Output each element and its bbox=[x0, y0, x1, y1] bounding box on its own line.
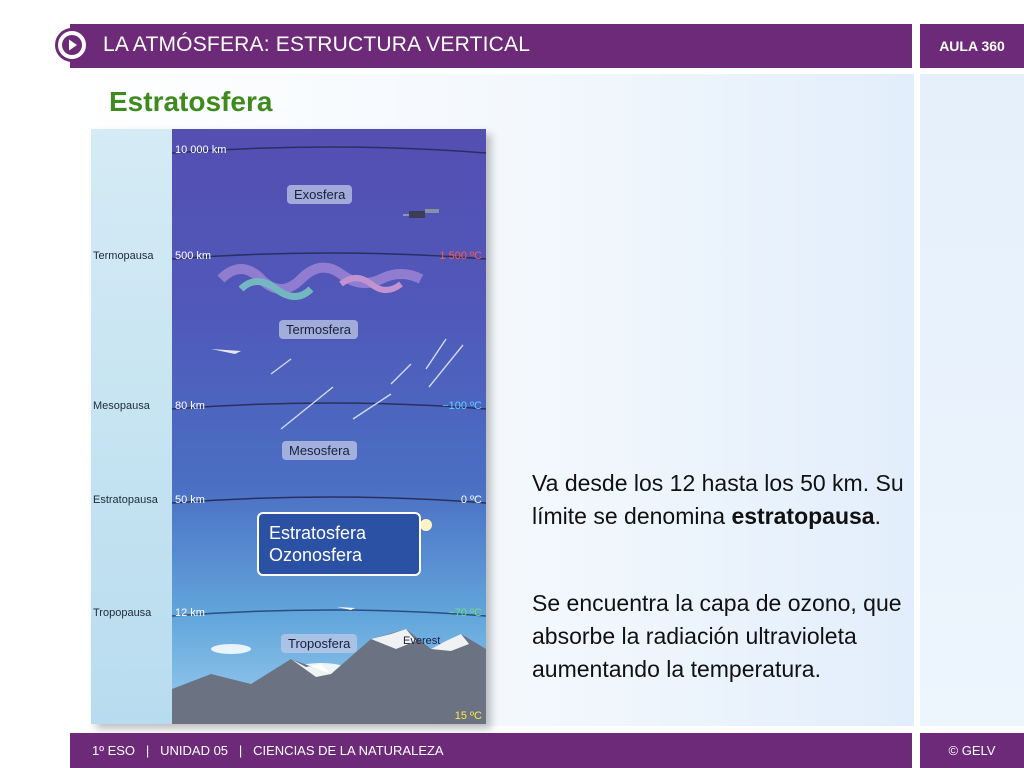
brand-label: AULA 360 bbox=[939, 38, 1005, 54]
play-triangle-icon bbox=[62, 35, 82, 55]
section-heading: Estratosfera bbox=[109, 86, 273, 117]
paragraph-1-end: . bbox=[874, 503, 881, 529]
play-icon[interactable] bbox=[55, 28, 89, 62]
altitude-label: 80 km bbox=[175, 400, 205, 412]
stratosphere-callout bbox=[257, 512, 421, 576]
paragraph-1-text: Va desde los 12 hasta los 50 km. Su límite se denomina bbox=[532, 470, 904, 529]
everest-label: Everest bbox=[403, 635, 441, 647]
boundary-line bbox=[172, 610, 486, 616]
boundary-line bbox=[172, 403, 486, 409]
aurora bbox=[221, 268, 421, 297]
footer-separator: | bbox=[145, 743, 150, 758]
temperature-label: −100 ºC bbox=[442, 400, 482, 412]
footer-subject: CIENCIAS DE LA NATURALEZA bbox=[253, 743, 444, 758]
altitude-label: 50 km bbox=[175, 494, 205, 506]
callout-line-1: Estratosfera bbox=[269, 523, 367, 543]
sun-icon bbox=[420, 519, 432, 531]
footer-breadcrumb bbox=[92, 743, 444, 758]
footer-course: 1º ESO bbox=[92, 743, 136, 758]
airplane-icon bbox=[211, 349, 241, 354]
temperature-label: 1 500 ºC bbox=[439, 250, 482, 262]
altitude-label: 10 000 km bbox=[175, 144, 227, 156]
altitude-label: 12 km bbox=[175, 607, 205, 619]
atmosphere-figure bbox=[91, 129, 486, 724]
temperature-label: −70 ºC bbox=[448, 607, 482, 619]
footer-copyright: © GELV bbox=[948, 743, 996, 758]
temperature-label: 0 ºC bbox=[460, 494, 482, 506]
paragraph-1-bold: estratopausa bbox=[731, 503, 875, 529]
footer-unit: UNIDAD 05 bbox=[160, 743, 229, 758]
callout-line-2: Ozonosfera bbox=[269, 545, 363, 565]
paragraph-1 bbox=[532, 467, 912, 533]
satellite-icon bbox=[403, 209, 439, 218]
footer-separator: | bbox=[238, 743, 243, 758]
meteor-trails bbox=[271, 339, 463, 429]
layer-label-termosfera: Termosfera bbox=[279, 320, 358, 339]
altitude-label: 500 km bbox=[175, 250, 212, 262]
boundary-name-termopausa: Termopausa bbox=[93, 250, 154, 262]
layer-label-troposfera: Troposfera bbox=[281, 634, 357, 653]
ground-temperature-label: 15 ºC bbox=[454, 710, 482, 722]
right-strip bbox=[920, 74, 1024, 726]
boundary-name-tropopausa: Tropopausa bbox=[93, 607, 152, 619]
paragraph-2: Se encuentra la capa de ozono, que absorbe la radiación ultravioleta aumentando la temperatura. bbox=[532, 590, 902, 682]
layer-label-mesosfera: Mesosfera bbox=[282, 441, 357, 460]
layer-label-exosfera: Exosfera bbox=[287, 185, 352, 204]
boundary-name-mesopausa: Mesopausa bbox=[93, 400, 150, 412]
boundary-name-estratopausa: Estratopausa bbox=[93, 494, 158, 506]
page-title: LA ATMÓSFERA: ESTRUCTURA VERTICAL bbox=[103, 33, 531, 56]
boundary-line bbox=[172, 497, 486, 503]
